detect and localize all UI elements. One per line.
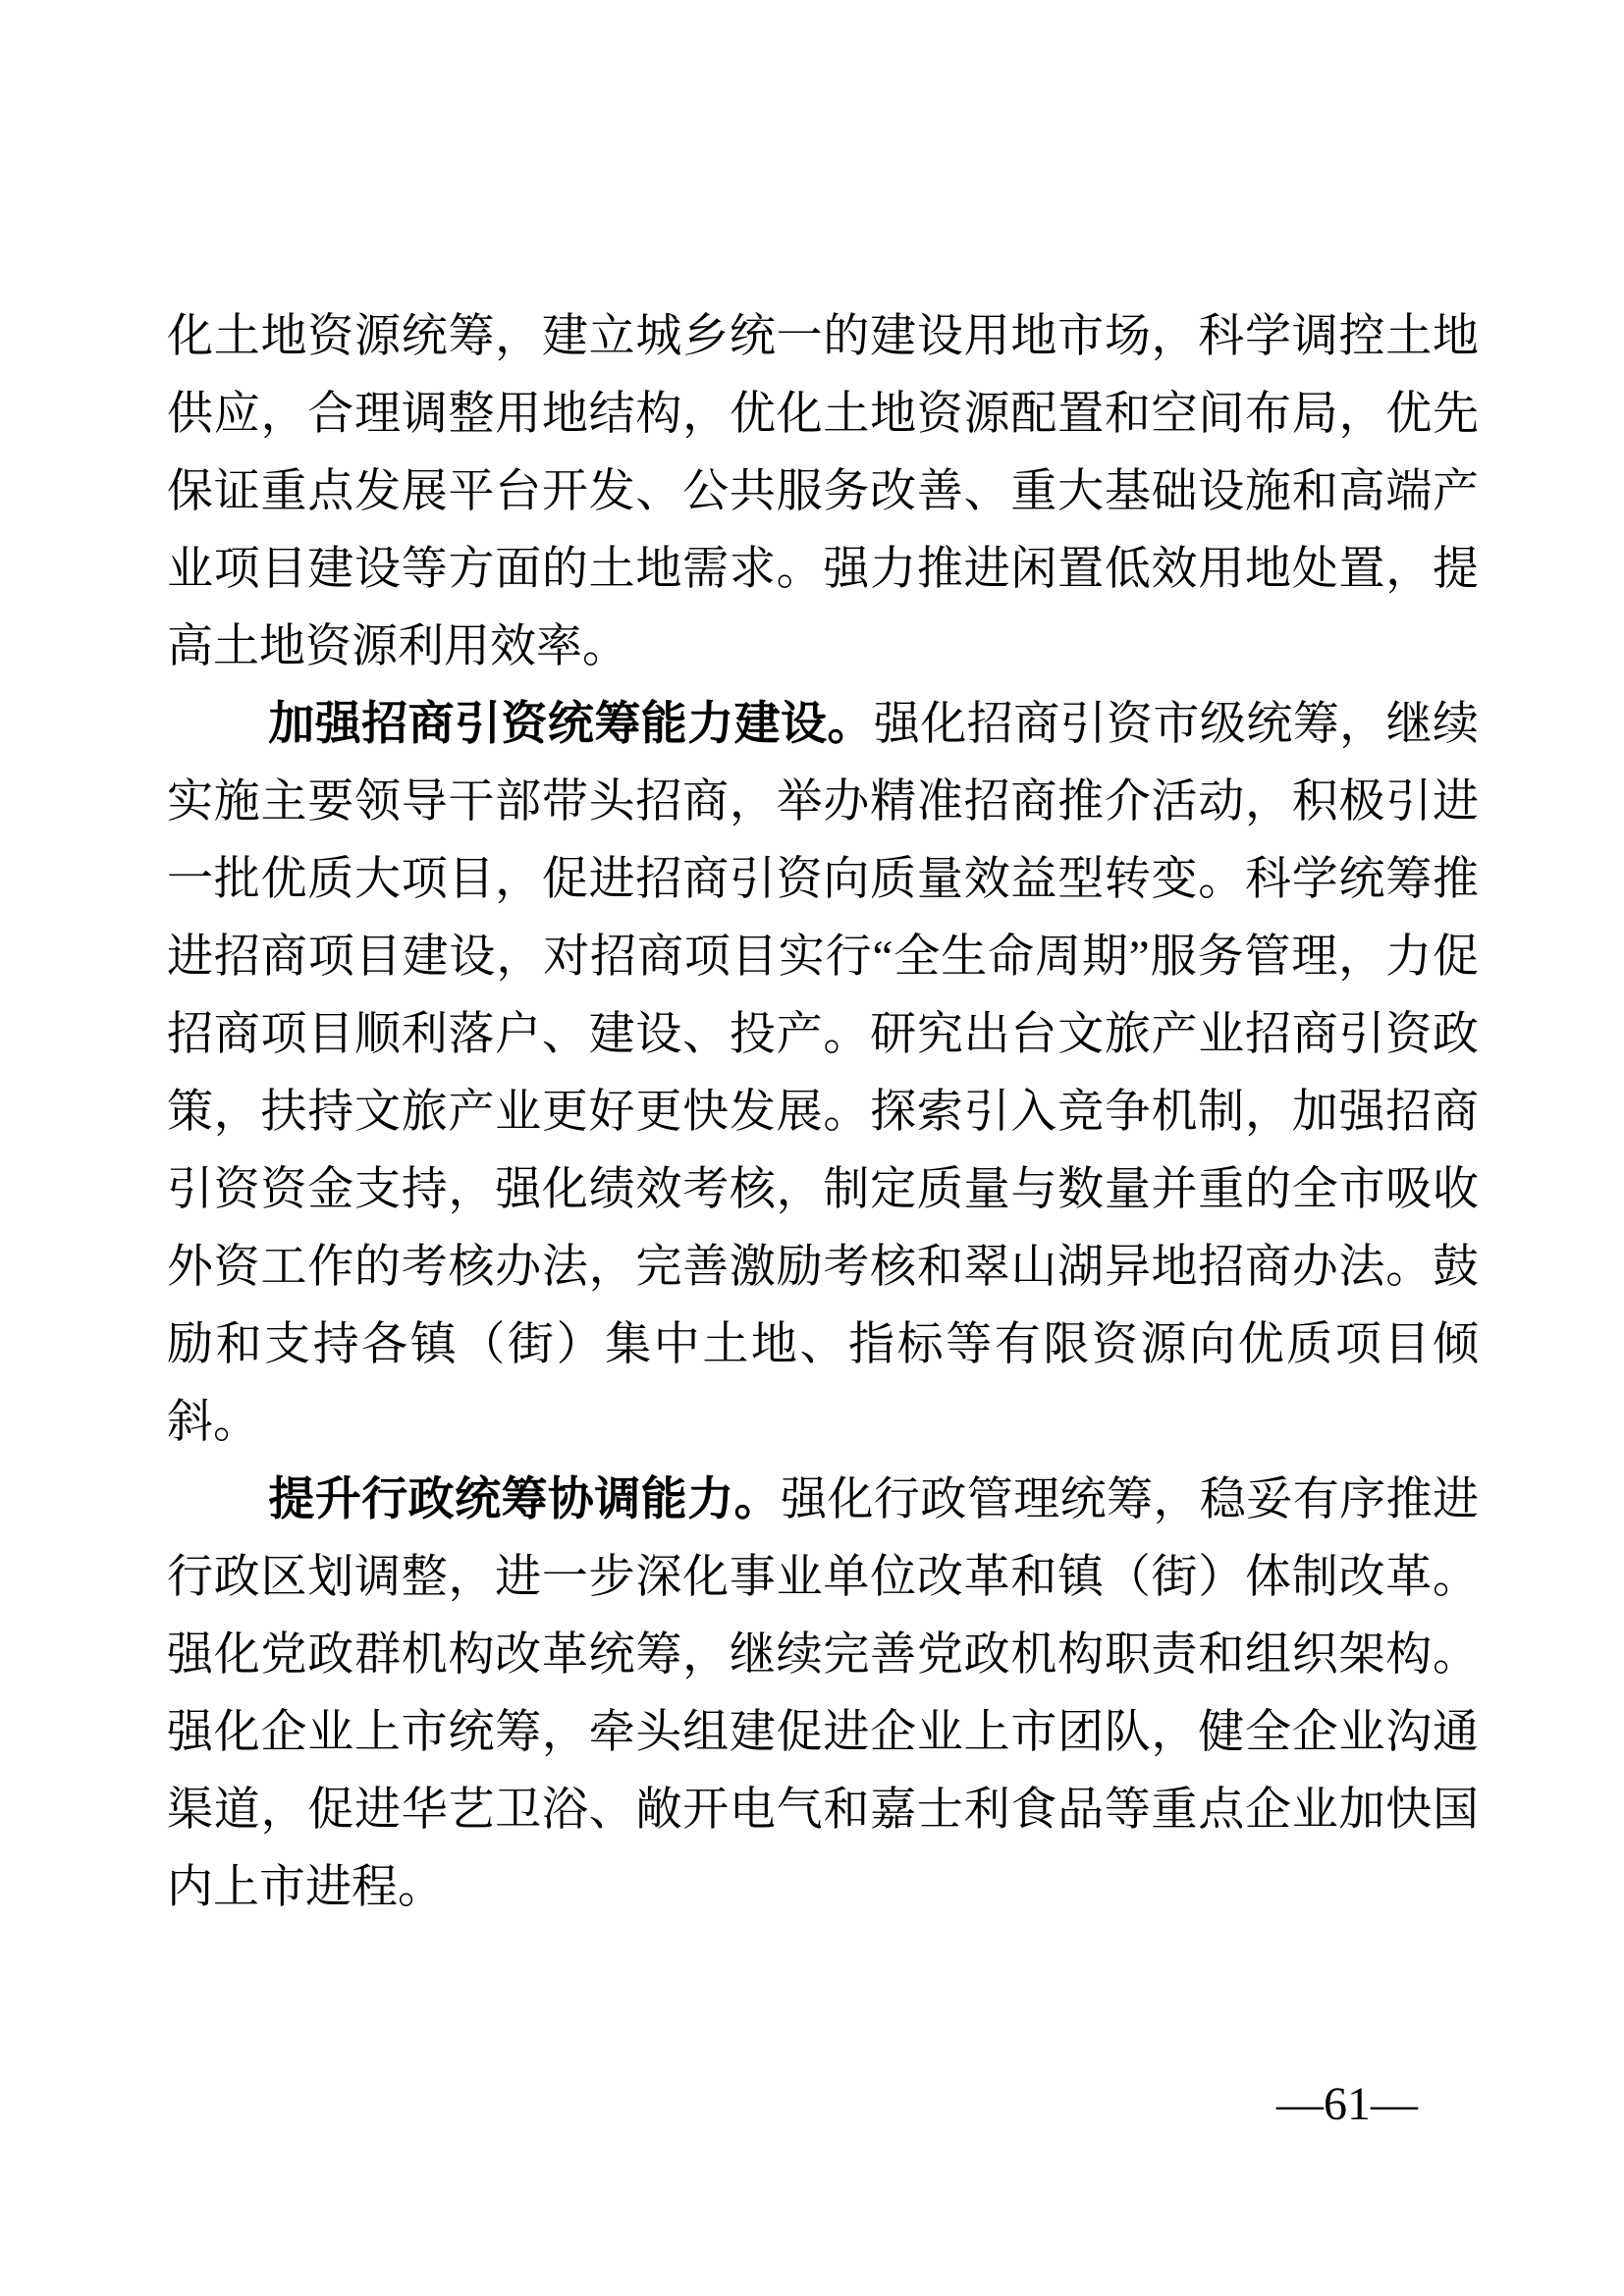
page-number: —61— [1276,2078,1418,2130]
document-body [167,298,1479,1927]
paragraph-land-resources [167,298,1479,686]
paragraph-administrative-coordination-lead: 提升行政统筹协调能力。 [268,1474,782,1525]
paragraph-investment-promotion-body: 强化招商引资市级统筹，继续实施主要领导干部带头招商，举办精准招商推介活动，积极引进一批优质大项目，促进招商引资向质量效益型转变。科学统筹推进招商项目建设，对招商项目实行“全生命周期”服务管理，力促招商项目顺利落户、建设、投产。研究出台文旅产业招商引资政策，扶持文旅产业更好更快发展。探索引入竞争机制，加强招商引资资金支持，强化绩效考核，制定质量与数量并重的全市吸收外资工作的考核办法，完善激励考核和翠山湖异地招商办法。鼓励和支持各镇（街）集中土地、指标等有限资源向优质项目倾斜。 [167,699,1480,1448]
paragraph-administrative-coordination [167,1462,1479,1927]
paragraph-investment-promotion-lead: 加强招商引资统筹能力建设。 [268,699,874,750]
paragraph-administrative-coordination-body: 强化行政管理统筹，稳妥有序推进行政区划调整，进一步深化事业单位改革和镇（街）体制改革。强化党政群机构改革统筹，继续完善党政机构职责和组织架构。强化企业上市统筹，牵头组建促进企业上市团队，健全企业沟通渠道，促进华艺卫浴、敞开电气和嘉士利食品等重点企业加快国内上市进程。 [167,1474,1480,1913]
paragraph-investment-promotion [167,686,1479,1462]
paragraph-land-resources-body: 化土地资源统筹，建立城乡统一的建设用地市场，科学调控土地供应，合理调整用地结构，优化土地资源配置和空间布局，优先保证重点发展平台开发、公共服务改善、重大基础设施和高端产业项目建设等方面的土地需求。强力推进闲置低效用地处置，提高土地资源利用效率。 [167,311,1479,672]
